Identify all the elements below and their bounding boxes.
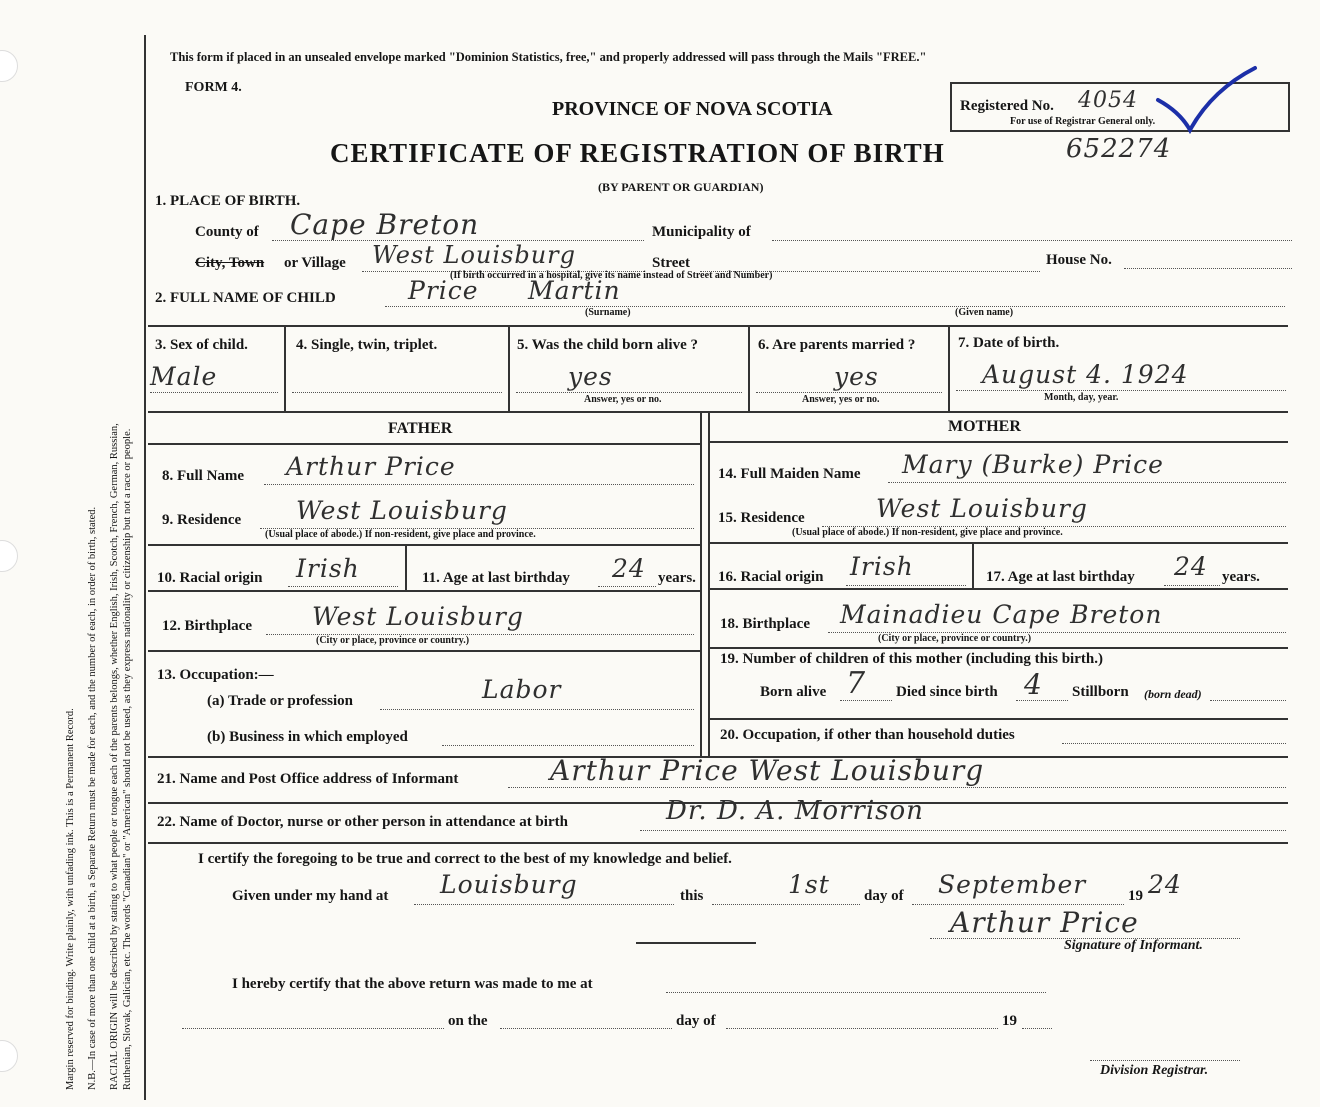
given-under-hand-label: Given under my hand at [232, 888, 389, 904]
county-label: County of [195, 224, 259, 240]
mother-birthplace-value: Mainadieu Cape Breton [840, 600, 1163, 629]
certificate-title: CERTIFICATE OF REGISTRATION OF BIRTH [330, 138, 945, 168]
mother-name-label: 14. Full Maiden Name [718, 466, 861, 482]
year-prefix: 19 [1128, 888, 1143, 904]
father-heading: FATHER [388, 420, 453, 437]
registrar-statement: I hereby certify that the above return was made to me at [232, 976, 593, 992]
municipality-label: Municipality of [652, 224, 751, 240]
this-label: this [680, 888, 704, 904]
parents-married-label: 6. Are parents married ? [758, 337, 916, 353]
parents-married-value: yes [834, 362, 879, 391]
died-since-birth-value: 4 [1024, 668, 1043, 701]
child-surname-value: Price [408, 276, 479, 305]
children-count-label: 19. Number of children of this mother (including this birth.) [720, 651, 1103, 667]
father-age-label: 11. Age at last birthday [422, 570, 570, 586]
father-birthplace-value: West Louisburg [312, 602, 524, 631]
date-of-birth-label: 7. Date of birth. [958, 335, 1060, 351]
informant-signature: Arthur Price [950, 906, 1139, 939]
mother-age-value: 24 [1174, 552, 1208, 581]
village-label: or Village [284, 255, 346, 271]
child-name-label: 2. FULL NAME OF CHILD [155, 290, 336, 306]
mother-heading: MOTHER [948, 418, 1021, 435]
child-given-value: Martin [528, 276, 621, 305]
father-residence-value: West Louisburg [296, 496, 508, 525]
father-name-value: Arthur Price [286, 452, 456, 481]
division-registrar-caption: Division Registrar. [1100, 1063, 1209, 1078]
binding-margin-line [144, 35, 146, 1100]
street-label: Street [652, 255, 691, 271]
father-age-value: 24 [612, 554, 646, 583]
trade-label: (a) Trade or profession [207, 693, 353, 709]
surname-caption: (Surname) [585, 307, 631, 318]
checkmark-icon [1150, 60, 1260, 140]
day-value: 1st [788, 870, 830, 899]
mother-occupation-label: 20. Occupation, if other than household duties [720, 727, 1015, 743]
born-alive-count-label: Born alive [760, 684, 827, 700]
born-alive-question-label: 5. Was the child born alive ? [517, 337, 698, 353]
father-racial-value: Irish [296, 554, 360, 583]
born-alive-value: yes [568, 362, 613, 391]
form-number: FORM 4. [185, 80, 242, 95]
month-value: September [938, 870, 1087, 899]
parents-married-caption: Answer, yes or no. [802, 394, 880, 405]
house-number-label: House No. [1046, 252, 1112, 268]
date-of-birth-value: August 4. 1924 [982, 360, 1189, 389]
binding-hole-top [0, 50, 18, 82]
certify-statement: I certify the foregoing to be true and correct to the best of my knowledge and belief. [198, 851, 732, 867]
binding-hole-middle [0, 540, 18, 572]
registrar-note: For use of Registrar General only. [1010, 116, 1156, 127]
separator-rule [636, 942, 756, 944]
hospital-note: (If birth occurred in a hospital, give its name instead of Street and Number) [450, 270, 773, 281]
certificate-subtitle: (BY PARENT OR GUARDIAN) [598, 180, 764, 194]
margin-note-1: Margin reserved for binding. Write plainly, with unfading ink. This is a Permanent Record. [65, 708, 76, 1090]
sex-label: 3. Sex of child. [155, 337, 248, 353]
father-birthplace-label: 12. Birthplace [162, 618, 252, 634]
born-alive-caption: Answer, yes or no. [584, 394, 662, 405]
margin-note-2: N.B.—In case of more than one child at a birth, a Separate Return must be made for each, and the number of each, in order of birth, stated. [87, 506, 98, 1090]
day-of-label: day of [864, 888, 904, 904]
given-place-value: Louisburg [440, 870, 578, 899]
registrar-day-of-label: day of [676, 1013, 716, 1029]
margin-note-3: RACIAL ORIGIN will be described by stating to what people or tongue each of the parents belongs, whether English, Irish, Scotch, French, German, Russian, [109, 423, 120, 1090]
place-of-birth-label: 1. PLACE OF BIRTH. [155, 193, 301, 209]
mother-birthplace-caption: (City or place, province or country.) [878, 633, 1032, 644]
doctor-value: Dr. D. A. Morrison [666, 796, 924, 826]
margin-note-4: Ruthenian, Slovak, Galician, etc. The words "Canadian" or "American" should not be used, as they express nationality or citizenship but not a race or people. [122, 428, 133, 1090]
father-abode-caption: (Usual place of abode.) If non-resident, give place and province. [265, 529, 536, 540]
mother-residence-label: 15. Residence [718, 510, 805, 526]
signature-caption: Signature of Informant. [1064, 938, 1203, 953]
registrar-on-the-label: on the [448, 1013, 488, 1029]
handwritten-number: 652274 [1066, 134, 1172, 164]
trade-value: Labor [482, 675, 562, 704]
village-value: West Louisburg [372, 241, 576, 269]
doctor-label: 22. Name of Doctor, nurse or other person in attendance at birth [157, 814, 568, 830]
died-since-birth-label: Died since birth [896, 684, 998, 700]
stillborn-label: Stillborn [1072, 684, 1129, 700]
single-twin-label: 4. Single, twin, triplet. [296, 337, 438, 353]
date-of-birth-caption: Month, day, year. [1044, 392, 1119, 403]
business-label: (b) Business in which employed [207, 729, 408, 745]
sex-value: Male [150, 362, 218, 391]
registrar-year-prefix: 19 [1002, 1013, 1017, 1029]
mother-birthplace-label: 18. Birthplace [720, 616, 810, 632]
mother-age-label: 17. Age at last birthday [986, 569, 1135, 585]
mail-notice: This form if placed in an unsealed envelope marked "Dominion Statistics, free," and properly addressed will pass through the Mails "FREE." [170, 50, 927, 64]
mother-residence-value: West Louisburg [876, 494, 1088, 523]
registered-value: 4054 [1078, 88, 1138, 113]
mother-racial-label: 16. Racial origin [718, 569, 824, 585]
father-birthplace-caption: (City or place, province or country.) [316, 635, 470, 646]
father-name-label: 8. Full Name [162, 468, 245, 484]
father-years-label: years. [658, 570, 696, 586]
informant-label: 21. Name and Post Office address of Informant [157, 771, 459, 787]
mother-name-value: Mary (Burke) Price [902, 450, 1164, 479]
father-residence-label: 9. Residence [162, 512, 242, 528]
stillborn-note: (born dead) [1144, 687, 1202, 701]
registered-label: Registered No. [960, 98, 1054, 114]
county-value: Cape Breton [290, 208, 480, 241]
year-value: 24 [1148, 870, 1182, 899]
binding-hole-bottom [0, 1040, 18, 1072]
born-alive-count-value: 7 [846, 666, 867, 701]
mother-racial-value: Irish [850, 552, 914, 581]
mother-abode-caption: (Usual place of abode.) If non-resident, give place and province. [792, 527, 1063, 538]
father-occupation-label: 13. Occupation:— [157, 667, 274, 683]
given-name-caption: (Given name) [955, 307, 1014, 318]
informant-value: Arthur Price West Louisburg [550, 754, 985, 787]
city-town-label: City, Town [195, 255, 265, 271]
province-title: PROVINCE OF NOVA SCOTIA [552, 98, 833, 120]
mother-years-label: years. [1222, 569, 1260, 585]
father-racial-label: 10. Racial origin [157, 570, 263, 586]
